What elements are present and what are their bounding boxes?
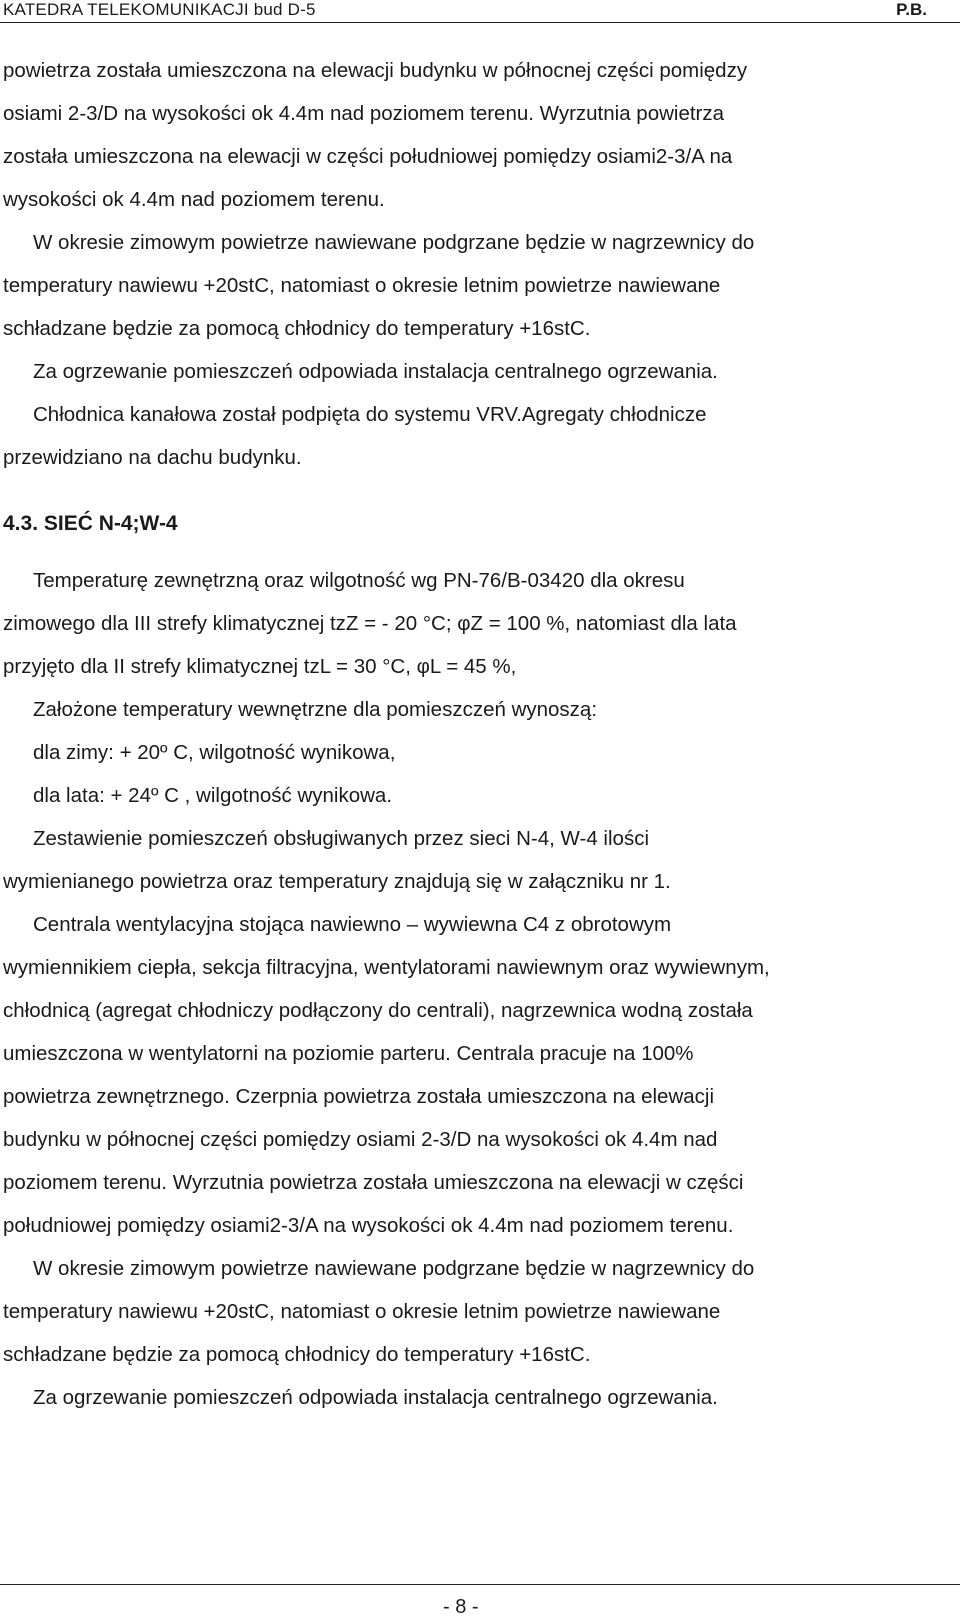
paragraph-line: budynku w północnej części pomiędzy osiami 2-3/D na wysokości ok 4.4m nad xyxy=(3,1128,718,1151)
paragraph-line: Temperaturę zewnętrzną oraz wilgotność wg PN-76/B-03420 dla okresu xyxy=(33,569,685,592)
paragraph-line: schładzane będzie za pomocą chłodnicy do temperatury +16stC. xyxy=(3,317,591,340)
paragraph-line: powietrza zewnętrznego. Czerpnia powietrza została umieszczona na elewacji xyxy=(3,1085,715,1108)
page-number: - 8 - xyxy=(443,1596,479,1618)
paragraph-line: chłodnicą (agregat chłodniczy podłączony do centrali), nagrzewnica wodną została xyxy=(3,999,753,1022)
paragraph-line: umieszczona w wentylatorni na poziomie parteru. Centrala pracuje na 100% xyxy=(3,1042,694,1065)
paragraph-line: osiami 2-3/D na wysokości ok 4.4m nad poziomem terenu. Wyrzutnia powietrza xyxy=(3,102,725,125)
paragraph-line: dla zimy: + 20º C, wilgotność wynikowa, xyxy=(33,741,396,764)
paragraph-line: Założone temperatury wewnętrzne dla pomieszczeń wynoszą: xyxy=(33,698,598,721)
paragraph-line: powietrza została umieszczona na elewacji budynku w północnej części pomiędzy xyxy=(3,59,748,82)
paragraph-line: wysokości ok 4.4m nad poziomem terenu. xyxy=(3,188,385,211)
paragraph-line: Zestawienie pomieszczeń obsługiwanych przez sieci N-4, W-4 ilości xyxy=(33,827,650,850)
paragraph-line: schładzane będzie za pomocą chłodnicy do temperatury +16stC. xyxy=(3,1343,591,1366)
paragraph-line: poziomem terenu. Wyrzutnia powietrza została umieszczona na elewacji w części xyxy=(3,1171,744,1194)
header-department: KATEDRA TELEKOMUNIKACJI bud D-5 xyxy=(3,0,316,19)
paragraph-line: zimowego dla III strefy klimatycznej tzZ = - 20 °C; φZ = 100 %, natomiast dla lata xyxy=(3,612,737,635)
section-heading: 4.3. SIEĆ N-4;W-4 xyxy=(3,512,178,535)
paragraph-line: Chłodnica kanałowa został podpięta do systemu VRV.Agregaty chłodnicze xyxy=(33,403,707,426)
paragraph-line: wymienianego powietrza oraz temperatury znajdują się w załączniku nr 1. xyxy=(3,870,671,893)
paragraph-line: Centrala wentylacyjna stojąca nawiewno – wywiewna C4 z obrotowym xyxy=(33,913,672,936)
paragraph-line: została umieszczona na elewacji w części południowej pomiędzy osiami2-3/A na xyxy=(3,145,733,168)
header-project-code: P.B. xyxy=(896,0,927,19)
paragraph-line: przewidziano na dachu budynku. xyxy=(3,446,302,469)
paragraph-line: dla lata: + 24º C , wilgotność wynikowa. xyxy=(33,784,393,807)
page-header xyxy=(0,0,960,23)
paragraph-line: południowej pomiędzy osiami2-3/A na wysokości ok 4.4m nad poziomem terenu. xyxy=(3,1214,734,1237)
paragraph-line: przyjęto dla II strefy klimatycznej tzL = 30 °C, φL = 45 %, xyxy=(3,655,517,678)
paragraph-line: W okresie zimowym powietrze nawiewane podgrzane będzie w nagrzewnicy do xyxy=(33,231,755,254)
paragraph-line: temperatury nawiewu +20stC, natomiast o okresie letnim powietrze nawiewane xyxy=(3,274,721,297)
paragraph-line: W okresie zimowym powietrze nawiewane podgrzane będzie w nagrzewnicy do xyxy=(33,1257,755,1280)
page-footer xyxy=(0,1584,960,1621)
paragraph-line: temperatury nawiewu +20stC, natomiast o okresie letnim powietrze nawiewane xyxy=(3,1300,721,1323)
paragraph-line: wymiennikiem ciepła, sekcja filtracyjna, wentylatorami nawiewnym oraz wywiewnym, xyxy=(3,956,770,979)
paragraph-line: Za ogrzewanie pomieszczeń odpowiada instalacja centralnego ogrzewania. xyxy=(33,360,718,383)
paragraph-line: Za ogrzewanie pomieszczeń odpowiada instalacja centralnego ogrzewania. xyxy=(33,1386,718,1409)
